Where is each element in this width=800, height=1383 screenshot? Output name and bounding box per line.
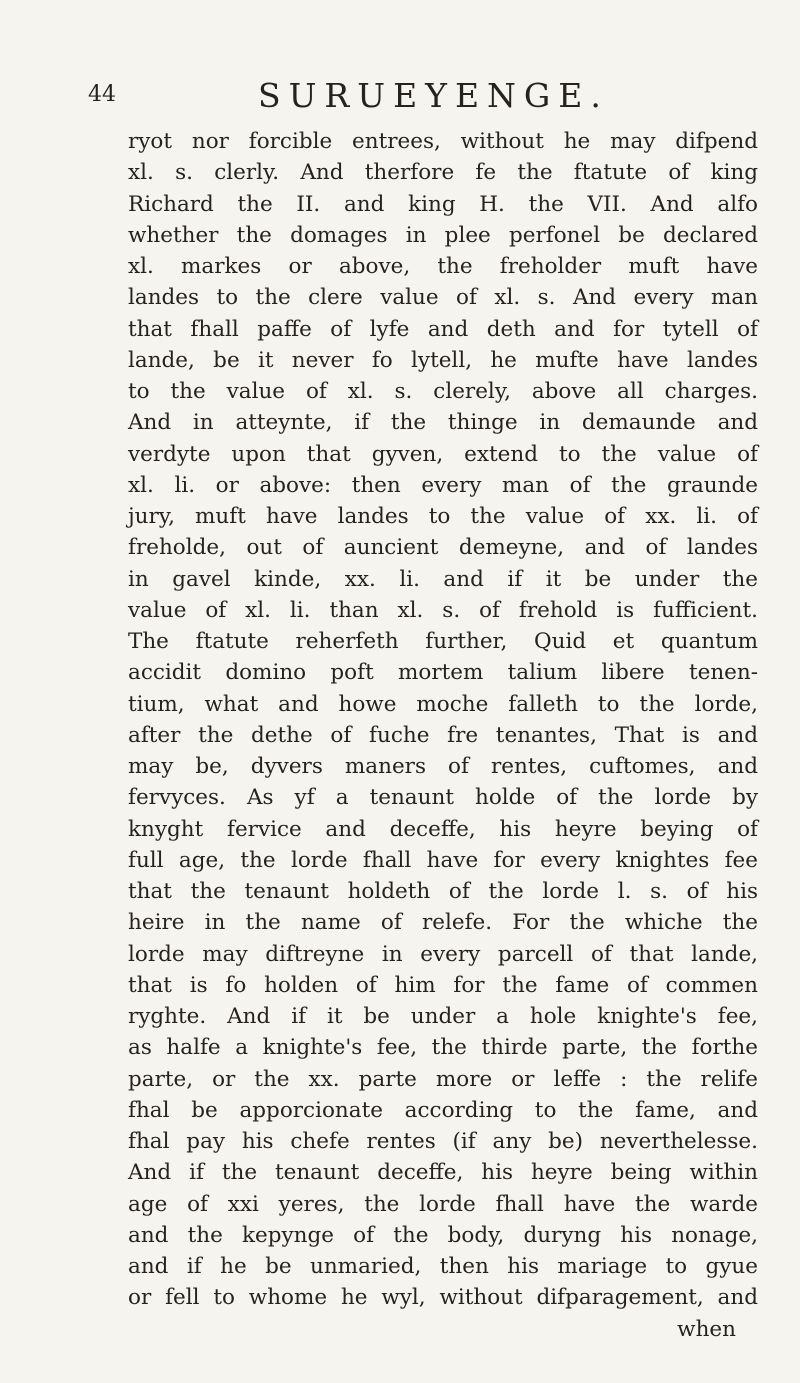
- text-line: accidit domino poft mortem talium libere tenen-: [128, 660, 758, 686]
- text-line: The ftatute reherfeth further, Quid et quantum: [128, 629, 758, 654]
- text-line: to the value of xl. s. clerely, above all charges.: [128, 379, 758, 404]
- text-line: Richard the II. and king H. the VII. And alfo: [128, 191, 758, 217]
- text-line: fhal be apporcionate according to the fame, and: [128, 1097, 758, 1123]
- text-line: or fell to whome he wyl, without difparagement, and: [128, 1285, 758, 1311]
- text-line: ryghte. And if it be under a hole knighte's fee,: [128, 1004, 758, 1029]
- text-line: ryot nor forcible entrees, without he may difpend: [128, 129, 758, 154]
- text-line: landes to the clere value of xl. s. And every man: [128, 285, 758, 311]
- running-title: SURUEYENGE.: [258, 76, 609, 115]
- text-line: and if he be unmaried, then his mariage to gyue: [128, 1254, 758, 1279]
- text-line: lande, be it never fo lytell, he mufte have landes: [128, 347, 758, 373]
- text-line: after the dethe of fuche fre tenantes, That is and: [128, 722, 758, 748]
- text-line: xl. li. or above: then every man of the graunde: [128, 472, 758, 498]
- text-line: as halfe a knighte's fee, the thirde parte, the forthe: [128, 1035, 758, 1061]
- text-line: heire in the name of relefe. For the whiche the: [128, 910, 758, 936]
- text-line: that the tenaunt holdeth of the lorde l. s. of his: [128, 879, 758, 904]
- text-line: tium, what and howe moche falleth to the lorde,: [128, 691, 758, 717]
- text-line: And in atteynte, if the thinge in demaunde and: [128, 410, 758, 436]
- text-line: verdyte upon that gyven, extend to the value of: [128, 441, 758, 467]
- text-line: that fhall paffe of lyfe and deth and for tytell of: [128, 316, 758, 342]
- text-line: parte, or the xx. parte more or leffe : the relife: [128, 1066, 758, 1092]
- body-text: [128, 126, 758, 1345]
- text-line: in gavel kinde, xx. li. and if it be under the: [128, 566, 758, 592]
- text-line: fervyces. As yf a tenaunt holde of the lorde by: [128, 785, 758, 811]
- text-line: may be, dyvers maners of rentes, cuftomes, and: [128, 754, 758, 779]
- text-line: lorde may diftreyne in every parcell of that lande,: [128, 941, 758, 967]
- text-line: that is fo holden of him for the fame of commen: [128, 972, 758, 998]
- catchword: when: [677, 1316, 736, 1342]
- running-head: [88, 76, 748, 116]
- text-line: xl. markes or above, the freholder muft have: [128, 254, 758, 279]
- text-line: fhal pay his chefe rentes (if any be) neverthelesse.: [128, 1129, 758, 1154]
- text-line: jury, muft have landes to the value of xx. li. of: [128, 504, 758, 529]
- text-line: value of xl. li. than xl. s. of frehold is fufficient.: [128, 597, 758, 623]
- text-line: and the kepynge of the body, duryng his nonage,: [128, 1222, 758, 1248]
- text-line: age of xxi yeres, the lorde fhall have the warde: [128, 1191, 758, 1217]
- text-line: full age, the lorde fhall have for every knightes fee: [128, 847, 758, 873]
- text-line: freholde, out of auncient demeyne, and of landes: [128, 535, 758, 561]
- text-line: knyght fervice and deceffe, his heyre beying of: [128, 816, 758, 842]
- text-line: xl. s. clerly. And therfore fe the ftatute of king: [128, 160, 758, 186]
- text-line: whether the domages in plee perfonel be declared: [128, 222, 758, 248]
- page-number: 44: [88, 82, 116, 107]
- text-line: And if the tenaunt deceffe, his heyre being within: [128, 1160, 758, 1186]
